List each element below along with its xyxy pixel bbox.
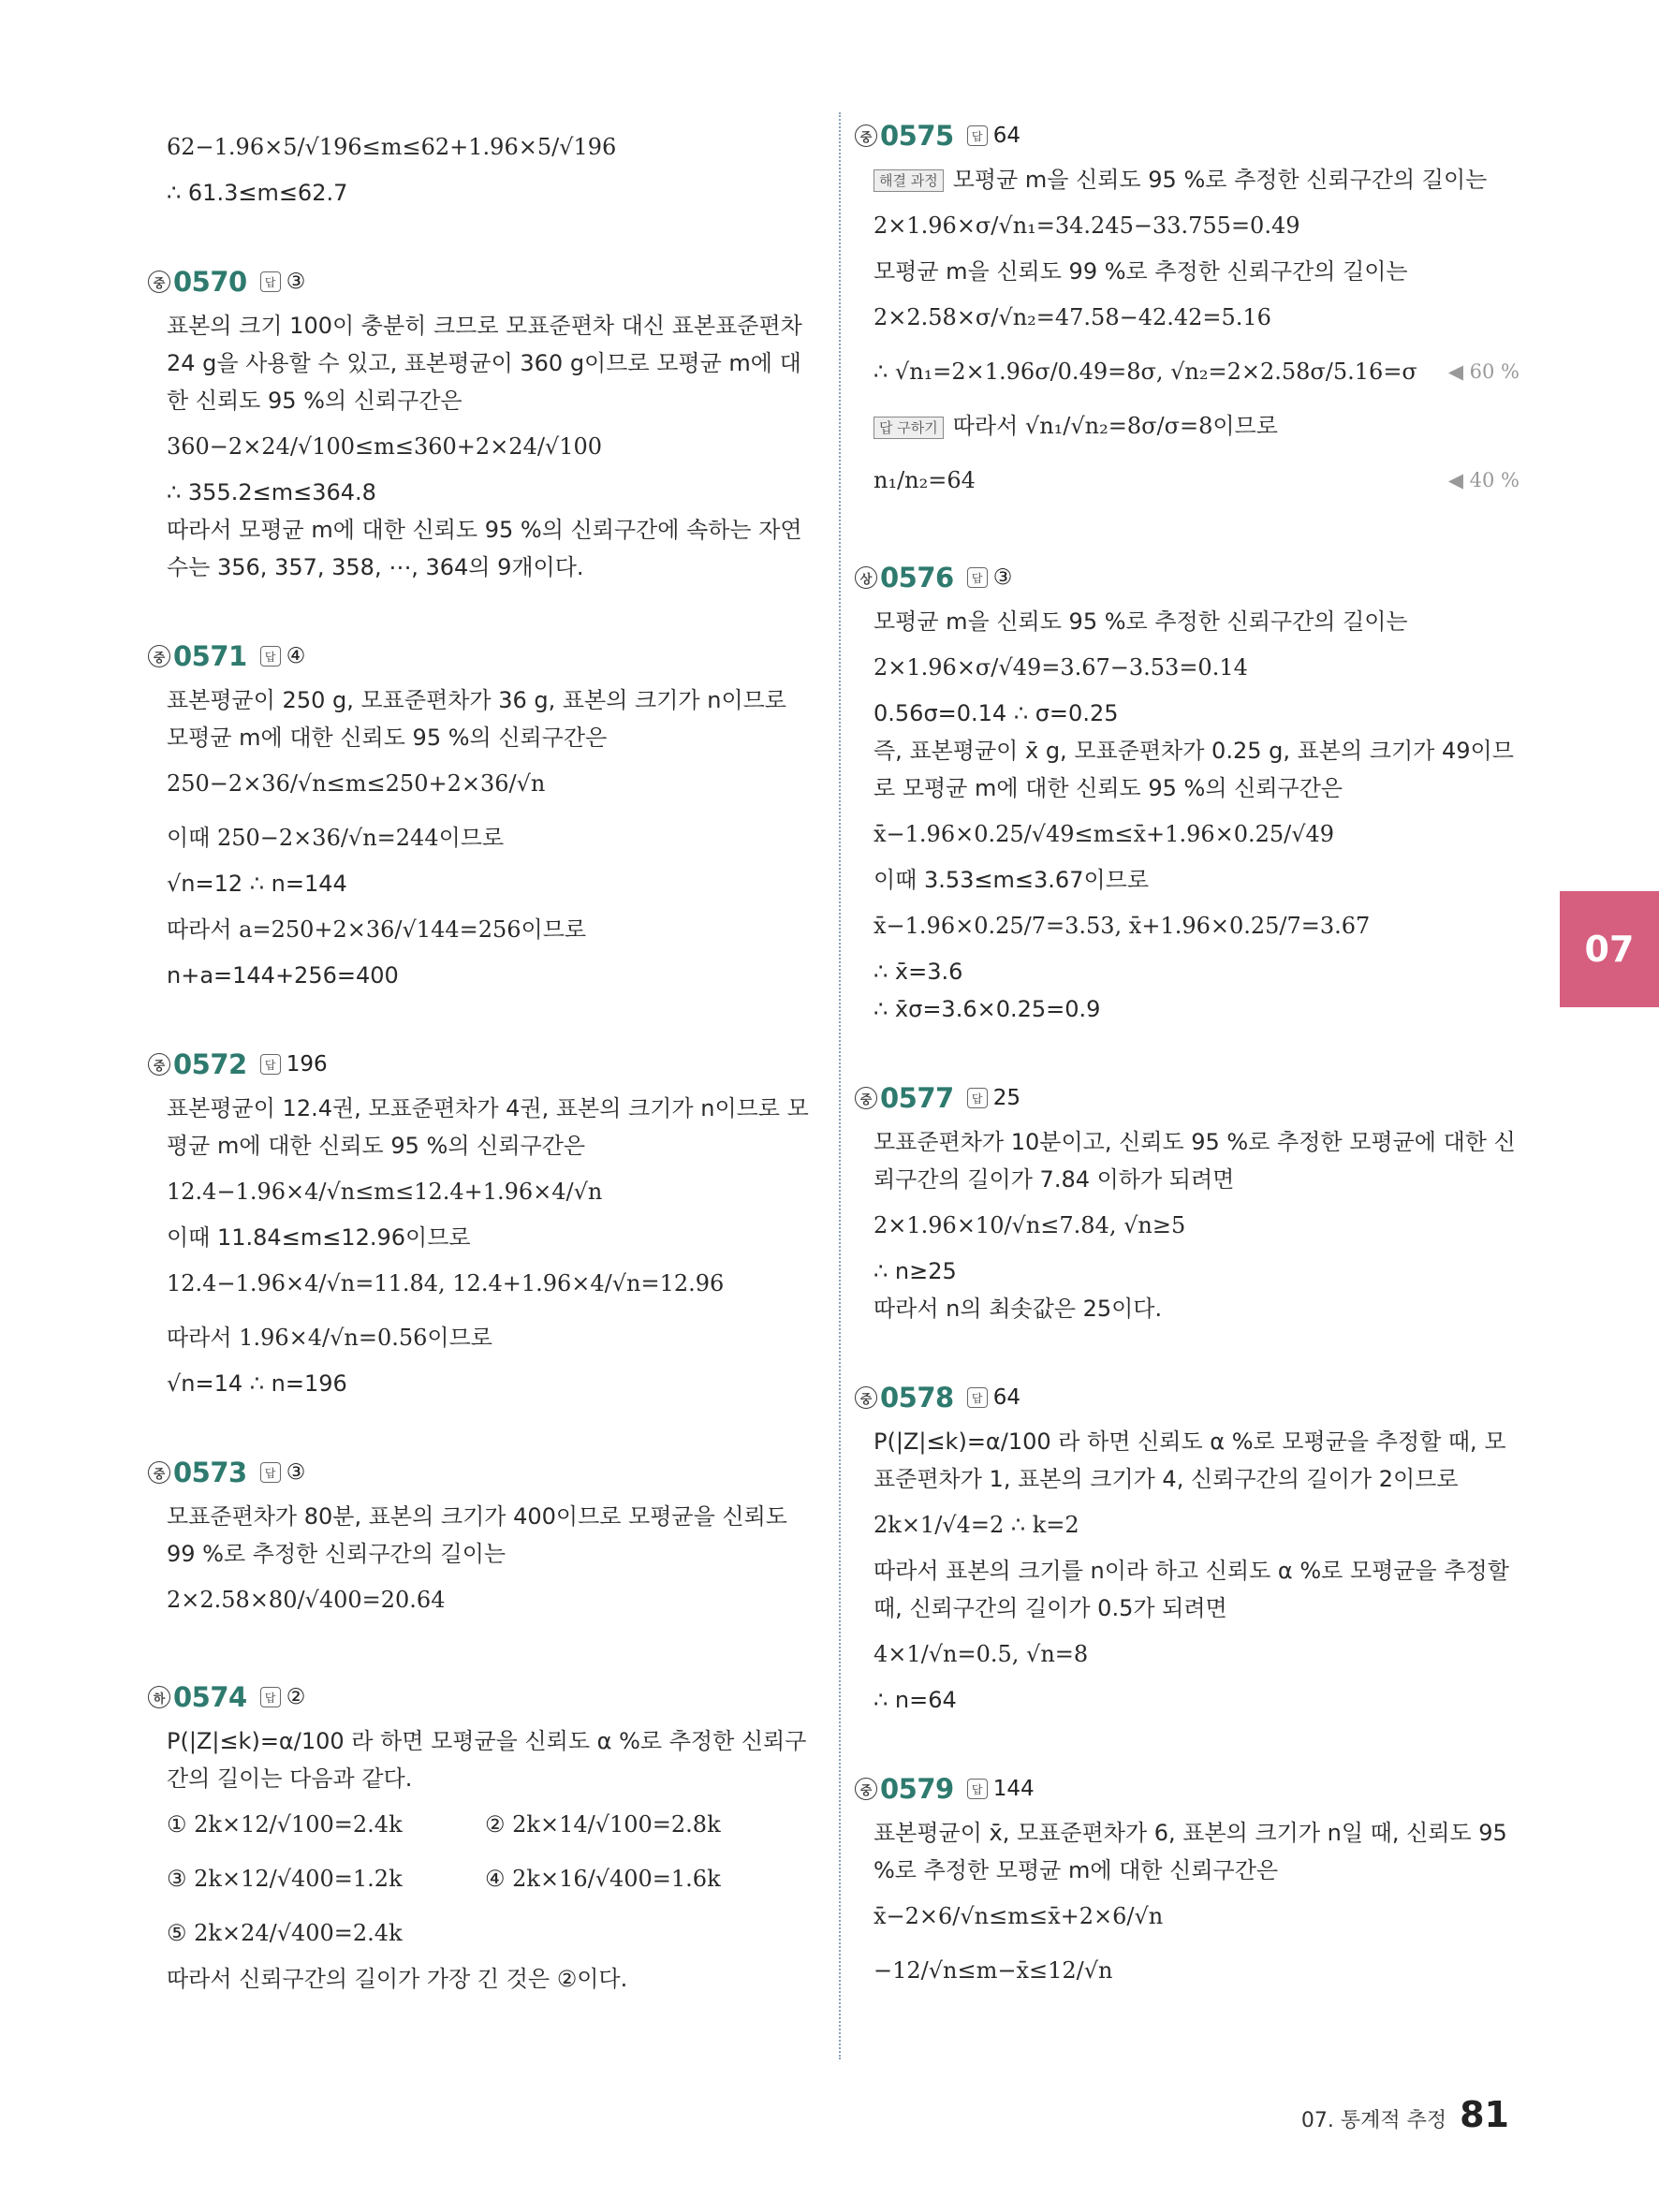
equation: 따라서 √n₁/√n₂=8σ/σ=8이므로 — [952, 413, 1278, 439]
choice-2: ② 2k×14/√100=2.8k — [485, 1811, 721, 1838]
solution-continued — [167, 120, 813, 212]
right-column — [859, 120, 1520, 2052]
solution-text: P(|Z|≤k)=α/100 라 하면 모평균을 신뢰도 α %로 추정한 신뢰구간의 길이는 다음과 같다. — [167, 1728, 807, 1792]
difficulty-low-icon: 하 — [148, 1686, 170, 1708]
problem-0577 — [859, 1082, 1520, 1327]
equation: √n=12 ∴ n=144 — [167, 871, 347, 897]
difficulty-mid-icon: 중 — [148, 1053, 170, 1076]
step-tag: 답 구하기 — [874, 417, 944, 439]
solution-step — [874, 161, 1520, 198]
answer-icon: 답 — [967, 1779, 988, 1799]
answer-icon: 답 — [260, 1054, 281, 1075]
solution-text: 따라서 표본의 크기를 n이라 하고 신뢰도 α %로 모평균을 추정할 때, 신뢰구간의 길이가 0.5가 되려면 — [874, 1558, 1509, 1621]
answer-value: 196 — [286, 1052, 328, 1077]
solution-text: 따라서 신뢰구간의 길이가 가장 긴 것은 ②이다. — [167, 1966, 628, 1992]
answer-icon: 답 — [260, 1462, 281, 1483]
equation: 2×2.58×σ/√n₂=47.58−42.42=5.16 — [874, 304, 1271, 330]
solution-text: 표본의 크기 100이 충분히 크므로 모표준편차 대신 표본표준편차 24 g을 사용할 수 있고, 표본평균이 360 g이므로 모평균 m에 대한 신뢰도 95 %의 신뢰구간은 — [167, 313, 802, 414]
answer-value: ③ — [992, 565, 1013, 590]
difficulty-mid-icon: 중 — [148, 645, 170, 667]
problem-number: 0570 — [173, 266, 247, 298]
solution-text: 표본평균이 x̄, 모표준편차가 6, 표본의 크기가 n일 때, 신뢰도 95 %로 추정한 모평균 m에 대한 신뢰구간은 — [874, 1820, 1507, 1883]
equation: 2×1.96×σ/√49=3.67−3.53=0.14 — [874, 654, 1248, 681]
equation: ∴ √n₁=2×1.96σ/0.49=8σ, √n₂=2×2.58σ/5.16=σ — [874, 359, 1417, 385]
equation: ∴ n=64 — [874, 1687, 957, 1713]
solution-text: 모표준편차가 80분, 표본의 크기가 400이므로 모평균을 신뢰도 99 %로 추정한 신뢰구간의 길이는 — [167, 1503, 787, 1567]
problem-0572 — [153, 1048, 813, 1402]
equation: x̄−2×6/√n≤m≤x̄+2×6/√n — [874, 1903, 1164, 1929]
problem-0571 — [153, 640, 813, 994]
solution-text: 따라서 n의 최솟값은 25이다. — [874, 1296, 1163, 1322]
page-footer — [1301, 2094, 1509, 2135]
step-tag: 해결 과정 — [874, 169, 944, 192]
equation: 이때 250−2×36/√n=244이므로 — [167, 825, 505, 851]
problem-number: 0575 — [880, 120, 954, 152]
chapter-tab: 07 — [1560, 891, 1659, 1007]
solution-text: 즉, 표본평균이 x̄ g, 모표준편차가 0.25 g, 표본의 크기가 49이므로 모평균 m에 대한 신뢰도 95 %의 신뢰구간은 — [874, 738, 1514, 801]
problem-number: 0573 — [173, 1457, 247, 1488]
problem-header — [855, 1382, 1520, 1414]
problem-header — [148, 266, 813, 298]
answer-value: 64 — [992, 1385, 1020, 1410]
equation-row — [874, 344, 1520, 399]
equation: −12/√n≤m−x̄≤12/√n — [874, 1957, 1113, 1984]
equation: 이때 3.53≤m≤3.67이므로 — [874, 867, 1150, 893]
equation: n+a=144+256=400 — [167, 962, 399, 989]
answer-icon: 답 — [967, 125, 988, 146]
problem-header — [148, 1457, 813, 1488]
equation: x̄−1.96×0.25/√49≤m≤x̄+1.96×0.25/√49 — [874, 821, 1335, 847]
solution-step — [874, 399, 1520, 453]
problem-0578 — [859, 1382, 1520, 1719]
equation: 2×2.58×80/√400=20.64 — [167, 1587, 446, 1613]
choice-4: ④ 2k×16/√400=1.6k — [485, 1866, 721, 1892]
problem-number: 0572 — [173, 1048, 247, 1080]
problem-0574 — [153, 1681, 813, 1998]
equation: 0.56σ=0.14 ∴ σ=0.25 — [874, 700, 1119, 726]
equation: 이때 11.84≤m≤12.96이므로 — [167, 1224, 471, 1251]
equation: ∴ n≥25 — [874, 1258, 957, 1284]
equation-row — [874, 453, 1520, 507]
solution-text: 표본평균이 250 g, 모표준편차가 36 g, 표본의 크기가 n이므로 모평균 m에 대한 신뢰도 95 %의 신뢰구간은 — [167, 687, 786, 751]
problem-0570 — [153, 266, 813, 586]
difficulty-mid-icon: 중 — [855, 1087, 877, 1109]
problem-header — [855, 1082, 1520, 1114]
equation: 360−2×24/√100≤m≤360+2×24/√100 — [167, 433, 603, 460]
problem-0576 — [859, 562, 1520, 1028]
problem-header — [855, 120, 1520, 152]
equation: 12.4−1.96×4/√n≤m≤12.4+1.96×4/√n — [167, 1179, 603, 1205]
problem-header — [855, 1773, 1520, 1805]
footer-title: 07. 통계적 추정 — [1300, 2109, 1447, 2132]
answer-value: 64 — [992, 124, 1020, 148]
answer-value: ④ — [286, 644, 306, 668]
score-percent: ◀ 40 % — [1447, 469, 1520, 491]
equation: 따라서 1.96×4/√n=0.56이므로 — [167, 1325, 492, 1351]
column-divider — [839, 112, 841, 2059]
solution-text: 모평균 m을 신뢰도 95 %로 추정한 신뢰구간의 길이는 — [874, 608, 1408, 635]
difficulty-mid-icon: 중 — [855, 1778, 877, 1800]
score-percent: ◀ 60 % — [1447, 360, 1520, 383]
problem-number: 0577 — [880, 1082, 954, 1114]
answer-icon: 답 — [967, 1088, 988, 1108]
equation: ∴ 61.3≤m≤62.7 — [167, 180, 348, 206]
solution-text: P(|Z|≤k)=α/100 라 하면 신뢰도 α %로 모평균을 추정할 때, 모표준편차가 1, 표본의 크기가 4, 신뢰구간의 길이가 2이므로 — [874, 1428, 1506, 1492]
equation: 4×1/√n=0.5, √n=8 — [874, 1641, 1089, 1667]
problem-0573 — [153, 1457, 813, 1627]
difficulty-mid-icon: 중 — [855, 125, 877, 147]
equation: ∴ x̄σ=3.6×0.25=0.9 — [874, 996, 1101, 1022]
equation: √n=14 ∴ n=196 — [167, 1370, 347, 1397]
choice-1: ① 2k×12/√100=2.4k — [167, 1811, 403, 1838]
problem-number: 0574 — [173, 1681, 247, 1713]
problem-0579 — [859, 1773, 1520, 1998]
equation: ∴ 355.2≤m≤364.8 — [167, 479, 376, 505]
answer-value: ② — [286, 1685, 306, 1709]
equation: x̄−1.96×0.25/7=3.53, x̄+1.96×0.25/7=3.67 — [874, 913, 1371, 939]
solution-text: 모평균 m을 신뢰도 99 %로 추정한 신뢰구간의 길이는 — [874, 258, 1408, 285]
answer-icon: 답 — [260, 646, 281, 667]
problem-header — [148, 1681, 813, 1713]
solution-text: 모평균 m을 신뢰도 95 %로 추정한 신뢰구간의 길이는 — [952, 167, 1488, 193]
answer-value: 25 — [992, 1086, 1020, 1110]
equation: n₁/n₂=64 — [874, 467, 976, 493]
solution-text: 표본평균이 12.4권, 모표준편차가 4권, 표본의 크기가 n이므로 모평균 m에 대한 신뢰도 95 %의 신뢰구간은 — [167, 1095, 809, 1159]
solution-text: 따라서 모평균 m에 대한 신뢰도 95 %의 신뢰구간에 속하는 자연수는 356, 357, 358, ⋯, 364의 9개이다. — [167, 517, 802, 580]
problem-number: 0578 — [880, 1382, 954, 1414]
left-column — [153, 120, 813, 2052]
problem-header — [855, 562, 1520, 593]
equation: 62−1.96×5/√196≤m≤62+1.96×5/√196 — [167, 134, 617, 160]
answer-icon: 답 — [260, 1687, 281, 1707]
problem-number: 0571 — [173, 640, 247, 672]
equation: 2k×1/√4=2 ∴ k=2 — [874, 1512, 1079, 1538]
answer-icon: 답 — [260, 271, 281, 292]
choice-3: ③ 2k×12/√400=1.2k — [167, 1866, 403, 1892]
problem-header — [148, 1048, 813, 1080]
answer-icon: 답 — [967, 567, 988, 588]
page-number: 81 — [1460, 2094, 1509, 2135]
problem-0575 — [859, 120, 1520, 507]
choice-grid — [167, 1797, 813, 1960]
answer-value: 144 — [992, 1777, 1035, 1801]
equation: 250−2×36/√n≤m≤250+2×36/√n — [167, 770, 546, 797]
answer-value: ③ — [286, 1460, 306, 1485]
difficulty-mid-icon: 중 — [148, 1461, 170, 1484]
difficulty-high-icon: 상 — [855, 566, 877, 589]
equation: 2×1.96×σ/√n₁=34.245−33.755=0.49 — [874, 212, 1300, 239]
problem-number: 0576 — [880, 562, 954, 593]
difficulty-mid-icon: 중 — [148, 271, 170, 293]
answer-icon: 답 — [967, 1387, 988, 1408]
problem-number: 0579 — [880, 1773, 954, 1805]
equation: 2×1.96×10/√n≤7.84, √n≥5 — [874, 1212, 1186, 1238]
problem-header — [148, 640, 813, 672]
answer-value: ③ — [286, 270, 306, 294]
equation: 12.4−1.96×4/√n=11.84, 12.4+1.96×4/√n=12.96 — [167, 1270, 725, 1296]
equation: ∴ x̄=3.6 — [874, 959, 963, 985]
equation: 따라서 a=250+2×36/√144=256이므로 — [167, 916, 587, 943]
difficulty-mid-icon: 중 — [855, 1386, 877, 1409]
solution-text: 모표준편차가 10분이고, 신뢰도 95 %로 추정한 모평균에 대한 신뢰구간의 길이가 7.84 이하가 되려면 — [874, 1129, 1516, 1193]
choice-5: ⑤ 2k×24/√400=2.4k — [167, 1920, 403, 1946]
